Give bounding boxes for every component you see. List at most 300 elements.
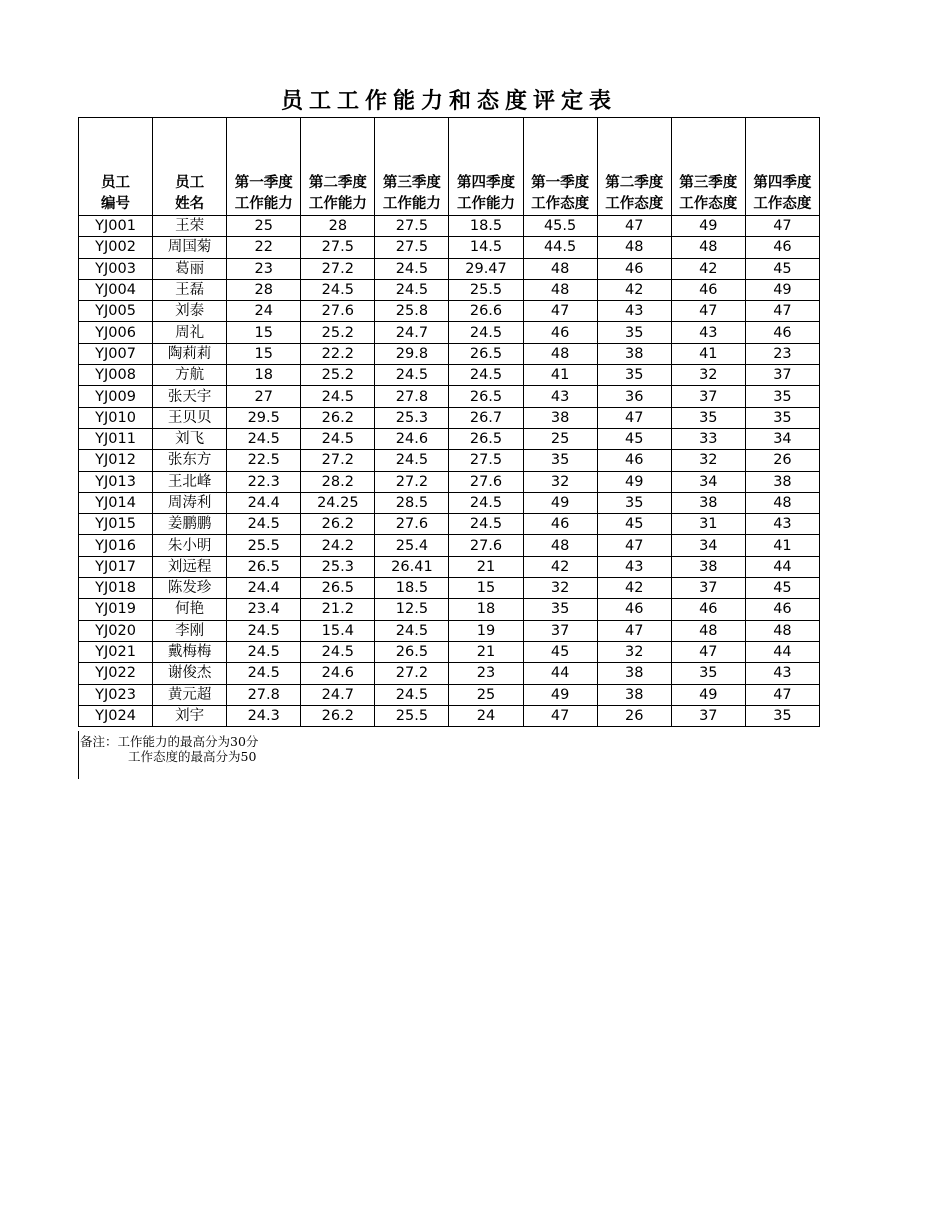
table-cell: 37 xyxy=(671,578,745,599)
table-cell: 24.5 xyxy=(375,620,449,641)
table-cell: 21 xyxy=(449,556,523,577)
table-cell: 47 xyxy=(523,301,597,322)
table-cell: 25.3 xyxy=(375,407,449,428)
table-cell: 35 xyxy=(671,663,745,684)
table-cell: 24.6 xyxy=(375,428,449,449)
column-header-line: 工作态度 xyxy=(679,196,738,212)
table-cell: 35 xyxy=(597,322,671,343)
table-cell: 戴梅梅 xyxy=(153,641,227,662)
table-cell: 35 xyxy=(523,450,597,471)
table-cell: 23 xyxy=(227,258,301,279)
table-cell: 32 xyxy=(671,450,745,471)
table-cell: YJ012 xyxy=(79,450,153,471)
table-row xyxy=(79,535,820,556)
table-cell: 刘远程 xyxy=(153,556,227,577)
table-cell: 何艳 xyxy=(153,599,227,620)
remark-line-2: 工作态度的最高分为50 xyxy=(128,749,257,764)
column-header-line: 第三季度 xyxy=(382,175,441,191)
table-cell: 18.5 xyxy=(375,578,449,599)
table-cell: 24.2 xyxy=(301,535,375,556)
header-row xyxy=(79,118,820,216)
table-cell: 24.5 xyxy=(449,514,523,535)
table-cell: YJ022 xyxy=(79,663,153,684)
column-header-line: 第一季度 xyxy=(531,175,590,191)
table-cell: 24.5 xyxy=(375,365,449,386)
table-cell: 25.5 xyxy=(375,705,449,726)
table-cell: 26.5 xyxy=(449,343,523,364)
table-cell: 44 xyxy=(745,556,819,577)
table-cell: 王贝贝 xyxy=(153,407,227,428)
table-cell: 26.6 xyxy=(449,301,523,322)
table-cell: YJ003 xyxy=(79,258,153,279)
table-cell: 26.5 xyxy=(227,556,301,577)
table-cell: 44 xyxy=(523,663,597,684)
table-cell: 32 xyxy=(671,365,745,386)
table-cell: 47 xyxy=(597,620,671,641)
table-cell: 25 xyxy=(449,684,523,705)
table-cell: 王磊 xyxy=(153,279,227,300)
table-cell: 王北峰 xyxy=(153,471,227,492)
table-cell: 48 xyxy=(745,620,819,641)
column-header-line: 编号 xyxy=(101,196,131,212)
table-cell: 35 xyxy=(745,407,819,428)
table-cell: 49 xyxy=(523,492,597,513)
table-cell: 26.41 xyxy=(375,556,449,577)
table-cell: 46 xyxy=(745,322,819,343)
table-cell: 24.7 xyxy=(375,322,449,343)
table-cell: 47 xyxy=(745,216,819,237)
column-header-line: 第一季度 xyxy=(234,175,293,191)
table-cell: 27.5 xyxy=(449,450,523,471)
column-header-line: 第三季度 xyxy=(679,175,738,191)
table-cell: 25 xyxy=(523,428,597,449)
table-cell: 47 xyxy=(671,641,745,662)
table-cell: 26.7 xyxy=(449,407,523,428)
column-header xyxy=(153,118,227,216)
table-cell: 35 xyxy=(671,407,745,428)
table-cell: 陶莉莉 xyxy=(153,343,227,364)
column-header-line: 员工 xyxy=(101,175,131,191)
table-cell: 38 xyxy=(597,343,671,364)
table-cell: 46 xyxy=(523,514,597,535)
table-cell: 葛丽 xyxy=(153,258,227,279)
note-border-line xyxy=(78,731,79,779)
table-row xyxy=(79,620,820,641)
table-cell: 47 xyxy=(597,535,671,556)
table-cell: 12.5 xyxy=(375,599,449,620)
table-cell: YJ010 xyxy=(79,407,153,428)
column-header-line: 第四季度 xyxy=(753,175,812,191)
table-cell: 19 xyxy=(449,620,523,641)
table-cell: YJ007 xyxy=(79,343,153,364)
table-cell: 32 xyxy=(523,471,597,492)
table-cell: 15 xyxy=(227,343,301,364)
column-header-line: 第二季度 xyxy=(308,175,367,191)
table-cell: 43 xyxy=(745,514,819,535)
table-row xyxy=(79,684,820,705)
table-cell: 28.5 xyxy=(375,492,449,513)
table-cell: 27.2 xyxy=(301,258,375,279)
table-cell: 26.5 xyxy=(375,641,449,662)
remark-line-1: 备注：工作能力的最高分为30分 xyxy=(80,734,259,749)
column-header-line: 第四季度 xyxy=(457,175,516,191)
column-header xyxy=(523,118,597,216)
table-cell: 42 xyxy=(597,279,671,300)
table-cell: 26.5 xyxy=(301,578,375,599)
table-cell: 47 xyxy=(745,684,819,705)
table-cell: 37 xyxy=(671,386,745,407)
table-cell: 15 xyxy=(449,578,523,599)
table-cell: 24.5 xyxy=(375,450,449,471)
table-cell: 26 xyxy=(745,450,819,471)
table-row xyxy=(79,386,820,407)
table-cell: 46 xyxy=(597,599,671,620)
table-row xyxy=(79,663,820,684)
table-cell: 24.5 xyxy=(375,684,449,705)
table-row xyxy=(79,407,820,428)
table-cell: 27.5 xyxy=(375,237,449,258)
column-header-line: 工作能力 xyxy=(382,196,441,212)
column-header xyxy=(375,118,449,216)
table-cell: 34 xyxy=(671,471,745,492)
table-row xyxy=(79,556,820,577)
table-cell: 24 xyxy=(227,301,301,322)
table-cell: 46 xyxy=(671,599,745,620)
table-cell: 26.5 xyxy=(449,428,523,449)
table-cell: 方航 xyxy=(153,365,227,386)
table-cell: 23.4 xyxy=(227,599,301,620)
table-cell: 42 xyxy=(523,556,597,577)
sheet-title: 员工工作能力和态度评定表 xyxy=(280,88,617,114)
table-row xyxy=(79,301,820,322)
table-cell: 35 xyxy=(745,705,819,726)
table-cell: 28 xyxy=(227,279,301,300)
table-cell: 27.2 xyxy=(375,663,449,684)
table-cell: 22 xyxy=(227,237,301,258)
table-cell: 38 xyxy=(671,556,745,577)
table-row xyxy=(79,322,820,343)
table-cell: 27.8 xyxy=(227,684,301,705)
table-cell: YJ013 xyxy=(79,471,153,492)
table-cell: 26.2 xyxy=(301,514,375,535)
table-cell: 24.5 xyxy=(227,514,301,535)
table-cell: 41 xyxy=(523,365,597,386)
table-cell: 38 xyxy=(597,684,671,705)
table-cell: 48 xyxy=(671,237,745,258)
column-header xyxy=(227,118,301,216)
table-cell: 42 xyxy=(671,258,745,279)
table-cell: 37 xyxy=(671,705,745,726)
table-cell: 45 xyxy=(523,641,597,662)
column-header-line: 工作态度 xyxy=(605,196,664,212)
column-header xyxy=(671,118,745,216)
table-cell: 24.7 xyxy=(301,684,375,705)
table-cell: 23 xyxy=(745,343,819,364)
table-cell: 45 xyxy=(597,514,671,535)
table-row xyxy=(79,471,820,492)
table-cell: YJ016 xyxy=(79,535,153,556)
table-cell: 24.5 xyxy=(227,641,301,662)
table-cell: 24.4 xyxy=(227,578,301,599)
table-cell: 25.5 xyxy=(227,535,301,556)
column-header xyxy=(597,118,671,216)
table-cell: 37 xyxy=(745,365,819,386)
table-cell: 24.5 xyxy=(301,386,375,407)
table-cell: 27.6 xyxy=(449,535,523,556)
table-cell: 27 xyxy=(227,386,301,407)
table-cell: 38 xyxy=(597,663,671,684)
table-cell: YJ001 xyxy=(79,216,153,237)
table-row xyxy=(79,216,820,237)
table-cell: YJ006 xyxy=(79,322,153,343)
table-cell: 47 xyxy=(671,301,745,322)
table-cell: 刘宇 xyxy=(153,705,227,726)
table-cell: 22.5 xyxy=(227,450,301,471)
table-cell: 27.5 xyxy=(375,216,449,237)
table-cell: 43 xyxy=(597,301,671,322)
table-cell: 24.5 xyxy=(301,279,375,300)
table-cell: 32 xyxy=(523,578,597,599)
table-cell: 27.2 xyxy=(301,450,375,471)
table-cell: 46 xyxy=(745,599,819,620)
column-header-line: 工作态度 xyxy=(531,196,590,212)
table-cell: 24.5 xyxy=(227,663,301,684)
table-body xyxy=(79,216,820,727)
table-cell: 27.5 xyxy=(301,237,375,258)
table-row xyxy=(79,492,820,513)
column-header-line: 工作能力 xyxy=(234,196,293,212)
table-cell: 29.8 xyxy=(375,343,449,364)
table-row xyxy=(79,258,820,279)
table-cell: 46 xyxy=(597,258,671,279)
table-cell: 朱小明 xyxy=(153,535,227,556)
table-cell: 24.5 xyxy=(449,322,523,343)
table-cell: 张天宇 xyxy=(153,386,227,407)
table-cell: YJ011 xyxy=(79,428,153,449)
table-cell: 49 xyxy=(597,471,671,492)
table-cell: 18 xyxy=(449,599,523,620)
table-cell: 44 xyxy=(745,641,819,662)
column-header xyxy=(449,118,523,216)
table-cell: 张东方 xyxy=(153,450,227,471)
column-header-line: 员工 xyxy=(175,175,205,191)
table-cell: 48 xyxy=(745,492,819,513)
table-cell: YJ005 xyxy=(79,301,153,322)
table-cell: 38 xyxy=(523,407,597,428)
table-cell: 24.5 xyxy=(301,641,375,662)
table-cell: 15.4 xyxy=(301,620,375,641)
table-cell: YJ002 xyxy=(79,237,153,258)
table-cell: 刘飞 xyxy=(153,428,227,449)
table-cell: 27.6 xyxy=(449,471,523,492)
table-cell: 26.5 xyxy=(449,386,523,407)
table-cell: 谢俊杰 xyxy=(153,663,227,684)
column-header-line: 姓名 xyxy=(175,196,205,212)
table-cell: 46 xyxy=(745,237,819,258)
table-cell: 43 xyxy=(671,322,745,343)
table-cell: 24.5 xyxy=(227,620,301,641)
table-cell: 48 xyxy=(523,535,597,556)
table-cell: 周礼 xyxy=(153,322,227,343)
table-cell: YJ014 xyxy=(79,492,153,513)
table-cell: 46 xyxy=(597,450,671,471)
table-cell: 36 xyxy=(597,386,671,407)
table-cell: YJ020 xyxy=(79,620,153,641)
table-cell: 45 xyxy=(745,258,819,279)
table-cell: 49 xyxy=(671,216,745,237)
table-cell: YJ023 xyxy=(79,684,153,705)
table-cell: 24.5 xyxy=(449,365,523,386)
table-cell: 28 xyxy=(301,216,375,237)
table-cell: YJ018 xyxy=(79,578,153,599)
column-header xyxy=(79,118,153,216)
table-row xyxy=(79,578,820,599)
table-cell: 49 xyxy=(523,684,597,705)
table-cell: 25.5 xyxy=(449,279,523,300)
table-cell: 45 xyxy=(597,428,671,449)
table-cell: YJ019 xyxy=(79,599,153,620)
table-cell: 王荣 xyxy=(153,216,227,237)
table-cell: 46 xyxy=(523,322,597,343)
table-cell: 38 xyxy=(745,471,819,492)
table-cell: 27.6 xyxy=(301,301,375,322)
table-cell: 24.5 xyxy=(375,279,449,300)
table-cell: YJ024 xyxy=(79,705,153,726)
table-cell: 24.5 xyxy=(449,492,523,513)
column-header-line: 工作能力 xyxy=(308,196,367,212)
table-cell: 33 xyxy=(671,428,745,449)
table-row xyxy=(79,237,820,258)
table-cell: 24.5 xyxy=(227,428,301,449)
table-cell: 32 xyxy=(597,641,671,662)
table-cell: 陈发珍 xyxy=(153,578,227,599)
table-cell: 24.5 xyxy=(301,428,375,449)
table-cell: 24.6 xyxy=(301,663,375,684)
remarks xyxy=(80,734,258,764)
table-cell: 24.3 xyxy=(227,705,301,726)
table-cell: 35 xyxy=(523,599,597,620)
table-cell: 49 xyxy=(671,684,745,705)
table-cell: 38 xyxy=(671,492,745,513)
table-cell: YJ004 xyxy=(79,279,153,300)
table-cell: 24.4 xyxy=(227,492,301,513)
table-cell: 22.3 xyxy=(227,471,301,492)
table-cell: 48 xyxy=(523,258,597,279)
table-cell: YJ021 xyxy=(79,641,153,662)
table-cell: 27.2 xyxy=(375,471,449,492)
table-cell: 14.5 xyxy=(449,237,523,258)
table-cell: YJ009 xyxy=(79,386,153,407)
table-row xyxy=(79,365,820,386)
table-cell: 48 xyxy=(523,343,597,364)
table-cell: 25.8 xyxy=(375,301,449,322)
table-cell: YJ015 xyxy=(79,514,153,535)
table-cell: 周国菊 xyxy=(153,237,227,258)
table-row xyxy=(79,514,820,535)
table-cell: 18 xyxy=(227,365,301,386)
table-cell: 黄元超 xyxy=(153,684,227,705)
table-cell: 44.5 xyxy=(523,237,597,258)
table-cell: 47 xyxy=(597,407,671,428)
table-cell: 姜鹏鹏 xyxy=(153,514,227,535)
column-header-line: 工作能力 xyxy=(457,196,516,212)
table-cell: 34 xyxy=(745,428,819,449)
table-cell: 22.2 xyxy=(301,343,375,364)
table-cell: 24 xyxy=(449,705,523,726)
table-cell: 26.2 xyxy=(301,705,375,726)
table-cell: 15 xyxy=(227,322,301,343)
table-cell: 48 xyxy=(597,237,671,258)
table-cell: 李刚 xyxy=(153,620,227,641)
table-cell: 47 xyxy=(745,301,819,322)
table-cell: 24.25 xyxy=(301,492,375,513)
table-cell: 41 xyxy=(745,535,819,556)
table-cell: 49 xyxy=(745,279,819,300)
table-cell: 46 xyxy=(671,279,745,300)
table-cell: 26 xyxy=(597,705,671,726)
table-cell: 35 xyxy=(745,386,819,407)
table-row xyxy=(79,599,820,620)
column-header xyxy=(745,118,819,216)
table-cell: 21.2 xyxy=(301,599,375,620)
table-cell: 24.5 xyxy=(375,258,449,279)
table-cell: 27.8 xyxy=(375,386,449,407)
table-row xyxy=(79,428,820,449)
table-cell: 34 xyxy=(671,535,745,556)
table-cell: 45.5 xyxy=(523,216,597,237)
table-cell: YJ008 xyxy=(79,365,153,386)
table-cell: 25.3 xyxy=(301,556,375,577)
column-header-line: 第二季度 xyxy=(605,175,664,191)
table-cell: 28.2 xyxy=(301,471,375,492)
table-cell: 周涛利 xyxy=(153,492,227,513)
table-cell: 25 xyxy=(227,216,301,237)
table-cell: 31 xyxy=(671,514,745,535)
table-cell: 刘泰 xyxy=(153,301,227,322)
table-cell: 45 xyxy=(745,578,819,599)
table-cell: 25.4 xyxy=(375,535,449,556)
column-header-line: 工作态度 xyxy=(753,196,812,212)
evaluation-table xyxy=(78,117,820,727)
table-cell: 26.2 xyxy=(301,407,375,428)
table-cell: 23 xyxy=(449,663,523,684)
table-cell: 43 xyxy=(745,663,819,684)
table-row xyxy=(79,450,820,471)
table-row xyxy=(79,279,820,300)
table-cell: 47 xyxy=(523,705,597,726)
table-cell: 21 xyxy=(449,641,523,662)
table-cell: 48 xyxy=(671,620,745,641)
table-cell: 37 xyxy=(523,620,597,641)
table-cell: 25.2 xyxy=(301,365,375,386)
table-row xyxy=(79,705,820,726)
table-cell: 25.2 xyxy=(301,322,375,343)
table-cell: 35 xyxy=(597,365,671,386)
table-cell: 43 xyxy=(597,556,671,577)
table-cell: 42 xyxy=(597,578,671,599)
table-cell: 29.5 xyxy=(227,407,301,428)
table-cell: 41 xyxy=(671,343,745,364)
table-cell: 27.6 xyxy=(375,514,449,535)
table-row xyxy=(79,343,820,364)
table-cell: YJ017 xyxy=(79,556,153,577)
table-cell: 18.5 xyxy=(449,216,523,237)
table-cell: 43 xyxy=(523,386,597,407)
table-cell: 35 xyxy=(597,492,671,513)
table-cell: 47 xyxy=(597,216,671,237)
column-header xyxy=(301,118,375,216)
table-row xyxy=(79,641,820,662)
